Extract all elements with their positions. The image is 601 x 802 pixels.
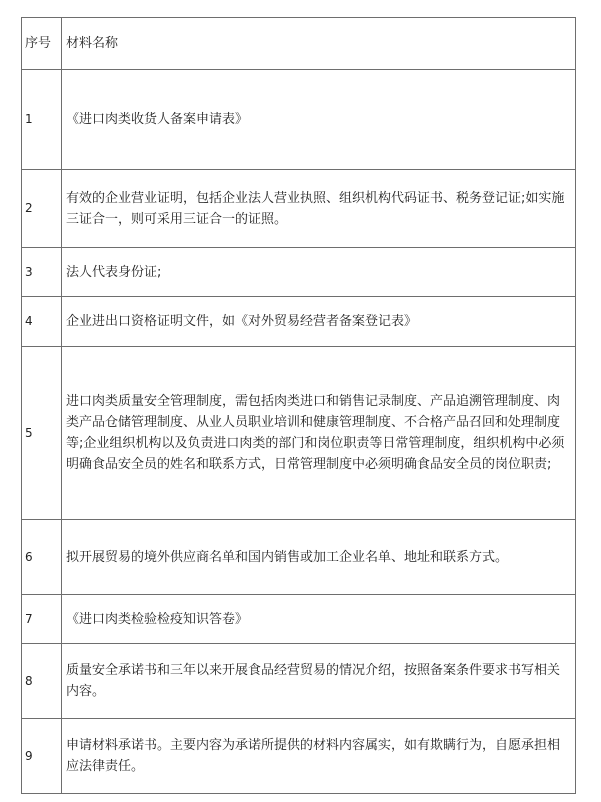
row-material-name: 有效的企业营业证明，包括企业法人营业执照、组织机构代码证书、税务登记证;如实施三证合一，则可采用三证合一的证照。: [62, 170, 576, 248]
materials-table: [21, 17, 576, 794]
row-material-name: 质量安全承诺书和三年以来开展食品经营贸易的情况介绍，按照备案条件要求书写相关内容。: [62, 644, 576, 719]
row-material-name: 《进口肉类收货人备案申请表》: [62, 70, 576, 170]
row-material-name: 拟开展贸易的境外供应商名单和国内销售或加工企业名单、地址和联系方式。: [62, 520, 576, 595]
row-number: 8: [22, 644, 62, 719]
table-row: [22, 520, 576, 595]
row-number: 2: [22, 170, 62, 248]
row-number: 7: [22, 595, 62, 644]
header-material-name: 材料名称: [62, 18, 576, 70]
table-row: [22, 719, 576, 794]
row-number: 3: [22, 248, 62, 297]
header-number: 序号: [22, 18, 62, 70]
row-number: 9: [22, 719, 62, 794]
row-material-name: 申请材料承诺书。主要内容为承诺所提供的材料内容属实，如有欺瞒行为，自愿承担相应法律责任。: [62, 719, 576, 794]
table-row: [22, 595, 576, 644]
row-material-name: 《进口肉类检验检疫知识答卷》: [62, 595, 576, 644]
row-material-name: 法人代表身份证;: [62, 248, 576, 297]
row-number: 1: [22, 70, 62, 170]
row-number: 4: [22, 297, 62, 347]
row-material-name: 企业进出口资格证明文件，如《对外贸易经营者备案登记表》: [62, 297, 576, 347]
table-row: [22, 297, 576, 347]
table-row: [22, 644, 576, 719]
table-row: [22, 70, 576, 170]
table-header-row: [22, 18, 576, 70]
table-row: [22, 347, 576, 520]
row-number: 5: [22, 347, 62, 520]
table-row: [22, 170, 576, 248]
table-row: [22, 248, 576, 297]
row-number: 6: [22, 520, 62, 595]
top-margin: [0, 0, 601, 16]
row-material-name: 进口肉类质量安全管理制度，需包括肉类进口和销售记录制度、产品追溯管理制度、肉类产品仓储管理制度、从业人员职业培训和健康管理制度、不合格产品召回和处理制度等;企业组织机构以及负责进口肉类的部门和岗位职责等日常管理制度，组织机构中必须明确食品安全员的姓名和联系方式，日常管理制度中必须明确食品安全员的岗位职责;: [62, 347, 576, 520]
